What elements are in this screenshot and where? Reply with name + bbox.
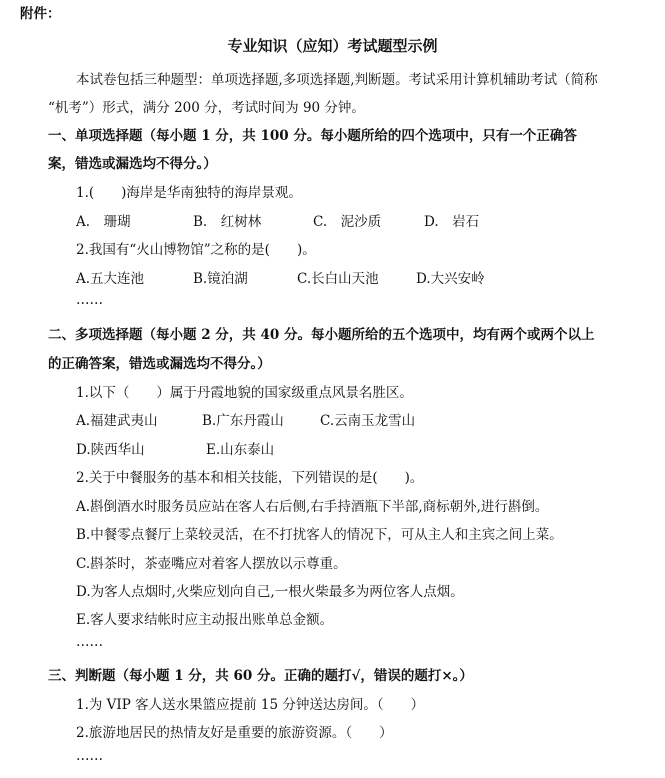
s1-q2-option-c: C.长白山天池 bbox=[297, 271, 379, 287]
s2-q2-option-c: C.斟茶时，茶壶嘴应对着客人摆放以示尊重。 bbox=[76, 556, 347, 572]
s2-q1-option-a: A.福建武夷山 bbox=[76, 413, 158, 429]
attachment-label: 附件： bbox=[20, 6, 61, 22]
s2-ellipsis: …… bbox=[76, 634, 103, 650]
s1-q1-option-c: C. 泥沙质 bbox=[313, 214, 382, 230]
s1-ellipsis: …… bbox=[76, 292, 103, 308]
section-2-heading-line-2: 的正确答案，错选或漏选均不得分。） bbox=[48, 356, 271, 372]
s2-q1-stem: 1.以下（ ）属于丹霞地貌的国家级重点风景名胜区。 bbox=[76, 385, 413, 401]
page-title: 专业知识（应知）考试题型示例 bbox=[227, 37, 438, 55]
intro-line-2: “机考”）形式，满分 200 分，考试时间为 90 分钟。 bbox=[48, 100, 365, 116]
s2-q2-stem: 2.关于中餐服务的基本和相关技能，下列错误的是( )。 bbox=[76, 470, 424, 486]
s3-q1: 1.为 VIP 客人送水果篮应提前 15 分钟送达房间。（ ） bbox=[76, 697, 425, 713]
s2-q1-option-d: D.陕西华山 bbox=[76, 442, 145, 458]
s1-q2-option-b: B.镜泊湖 bbox=[193, 271, 248, 287]
s3-q2: 2.旅游地居民的热情友好是重要的旅游资源。（ ） bbox=[76, 725, 393, 741]
s1-q1-stem: 1.( )海岸是华南独特的海岸景观。 bbox=[76, 185, 302, 201]
s2-q1-option-b: B.广东丹霞山 bbox=[202, 413, 284, 429]
s2-q1-option-c: C.云南玉龙雪山 bbox=[320, 413, 416, 429]
s2-q2-option-a: A.斟倒酒水时服务员应站在客人右后侧,右手持酒瓶下半部,商标朝外,进行斟倒。 bbox=[76, 499, 549, 515]
s2-q2-option-e: E.客人要求结帐时应主动报出账单总金额。 bbox=[76, 612, 334, 628]
s2-q2-option-d: D.为客人点烟时,火柴应划向自己,一根火柴最多为两位客人点烟。 bbox=[76, 584, 464, 600]
s1-q2-option-a: A.五大连池 bbox=[76, 271, 145, 287]
s1-q2-option-d: D.大兴安岭 bbox=[416, 271, 485, 287]
section-1-heading-line-1: 一、单项选择题（每小题 1 分，共 100 分。每小题所给的四个选项中，只有一个正确答 bbox=[48, 128, 577, 144]
s2-q1-option-e: E.山东泰山 bbox=[206, 442, 275, 458]
section-1-heading-line-2: 案，错选或漏选均不得分。） bbox=[48, 156, 217, 172]
intro-line-1: 本试卷包括三种题型：单项选择题,多项选择题,判断题。考试采用计算机辅助考试（简称 bbox=[76, 72, 598, 88]
s2-q2-option-b: B.中餐零点餐厅上菜较灵活，在不打扰客人的情况下，可从主人和主宾之间上菜。 bbox=[76, 527, 563, 543]
s1-q1-option-a: A. 珊瑚 bbox=[76, 214, 131, 230]
s3-ellipsis: …… bbox=[76, 748, 103, 764]
s1-q1-option-b: B. 红树林 bbox=[193, 214, 262, 230]
s1-q1-option-d: D. 岩石 bbox=[424, 214, 480, 230]
section-2-heading-line-1: 二、多项选择题（每小题 2 分，共 40 分。每小题所给的五个选项中，均有两个或两个以上 bbox=[48, 327, 595, 343]
section-3-heading: 三、判断题（每小题 1 分，共 60 分。正确的题打√，错误的题打×。） bbox=[48, 668, 473, 684]
s1-q2-stem: 2.我国有“火山博物馆”之称的是( )。 bbox=[76, 242, 316, 258]
